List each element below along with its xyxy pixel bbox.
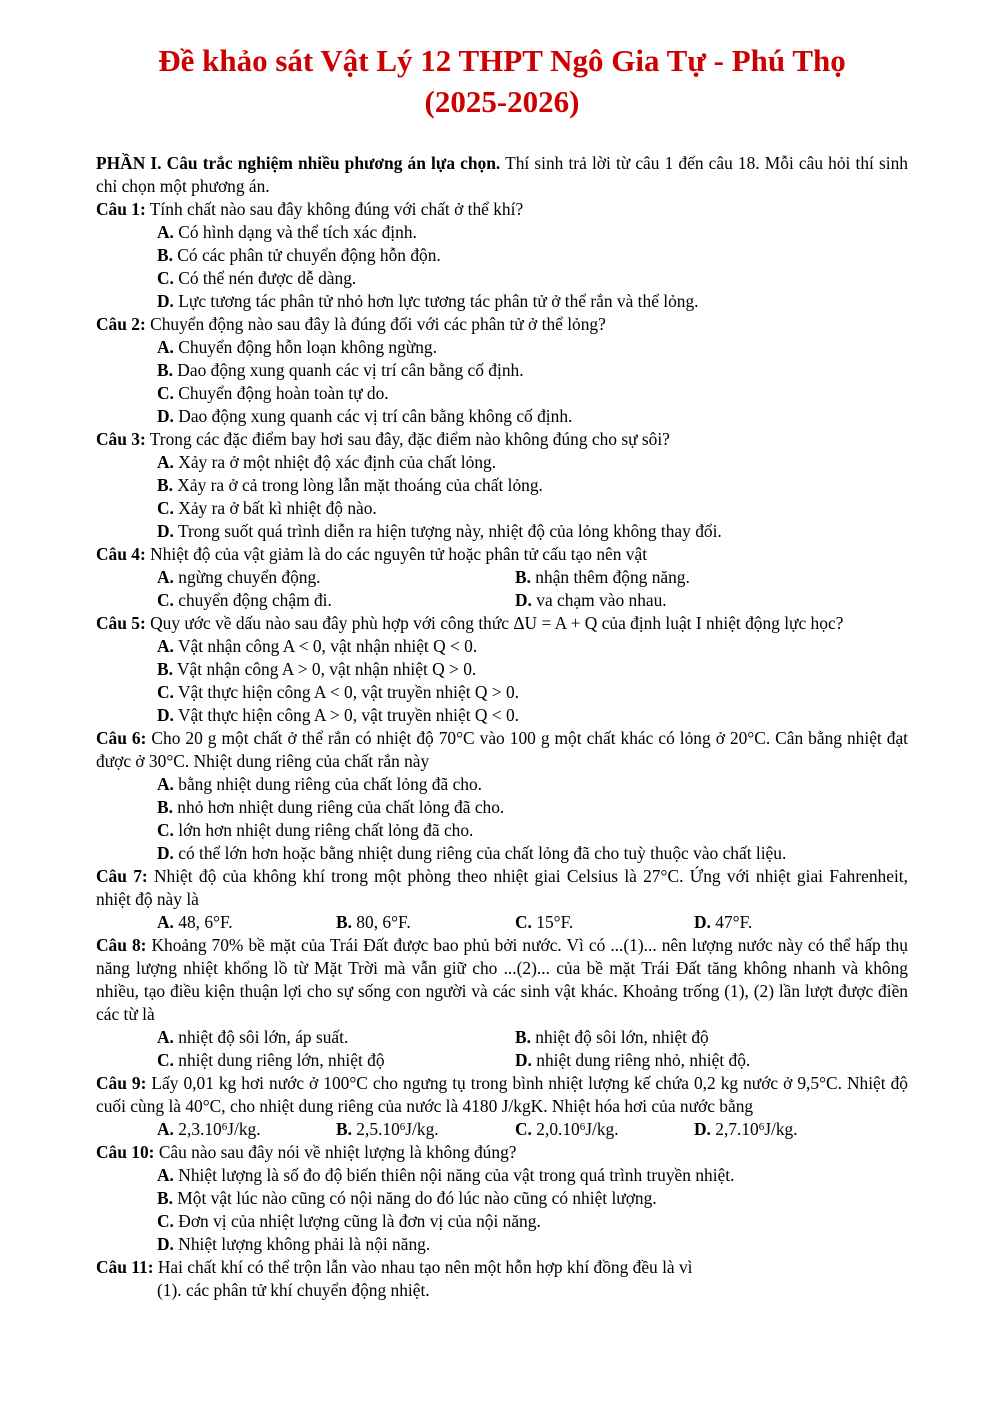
option-list bbox=[96, 1026, 908, 1072]
option-b[interactable] bbox=[157, 359, 908, 382]
question-text: Khoảng 70% bề mặt của Trái Đất được bao phủ bởi nước. Vì có ...(1)... nên lượng nước này có thể hấp thụ năng lượng nhiệt khổng lồ từ Mặt Trời mà vẫn giữ cho ...(2)... của bề mặt Trái Đất tăng không nhanh và không nhiều, tạo điều kiện thuận lợi cho sự sống con người và các sinh vật khác. Khoảng trống (1), (2) lần lượt được điền các từ là bbox=[96, 935, 908, 1024]
question-text: Chuyển động nào sau đây là đúng đối với các phân tử ở thể lỏng? bbox=[145, 314, 606, 334]
option-b[interactable] bbox=[157, 244, 908, 267]
question-stem bbox=[96, 1256, 908, 1279]
option-label: C. bbox=[157, 1211, 174, 1231]
question-9 bbox=[96, 1072, 908, 1141]
question-number: Câu 10: bbox=[96, 1142, 155, 1162]
option-label: D. bbox=[515, 590, 532, 610]
option-label: B. bbox=[157, 360, 173, 380]
option-label: A. bbox=[157, 1165, 174, 1185]
option-text: Xảy ra ở bất kì nhiệt độ nào. bbox=[173, 498, 377, 518]
option-text: Xảy ra ở một nhiệt độ xác định của chất lỏng. bbox=[173, 452, 497, 472]
option-label: C. bbox=[157, 268, 174, 288]
option-b[interactable] bbox=[515, 1026, 815, 1049]
option-label: B. bbox=[336, 912, 352, 932]
option-label: C. bbox=[515, 912, 532, 932]
question-number: Câu 2: bbox=[96, 314, 146, 334]
option-a[interactable] bbox=[157, 566, 515, 589]
option-label: A. bbox=[157, 636, 174, 656]
option-text: Nhiệt lượng không phải là nội năng. bbox=[173, 1234, 431, 1254]
question-stem bbox=[96, 727, 908, 773]
part-title: PHẦN I. Câu trắc nghiệm nhiều phương án lựa chọn. bbox=[96, 153, 501, 173]
option-c[interactable] bbox=[157, 497, 908, 520]
question-number: Câu 7: bbox=[96, 866, 148, 886]
option-a[interactable] bbox=[157, 1164, 908, 1187]
option-d[interactable] bbox=[157, 842, 908, 865]
option-text: nhiệt dung riêng lớn, nhiệt độ bbox=[173, 1050, 385, 1070]
question-stem bbox=[96, 1141, 908, 1164]
title-line-2: (2025-2026) bbox=[424, 84, 580, 119]
option-text: bằng nhiệt dung riêng của chất lỏng đã cho. bbox=[173, 774, 483, 794]
question-stem bbox=[96, 934, 908, 1026]
exam-page bbox=[96, 40, 908, 1302]
option-text: lớn hơn nhiệt dung riêng chất lỏng đã cho. bbox=[173, 820, 474, 840]
option-exponent: 6 bbox=[579, 1121, 586, 1133]
question-stem bbox=[96, 198, 908, 221]
option-label: A. bbox=[157, 222, 174, 242]
option-c[interactable] bbox=[515, 911, 694, 934]
option-a[interactable] bbox=[157, 451, 908, 474]
question-11 bbox=[96, 1256, 908, 1302]
option-text: 80, 6°F. bbox=[351, 912, 411, 932]
option-label: D. bbox=[157, 521, 174, 541]
option-label: D. bbox=[157, 705, 174, 725]
option-label: C. bbox=[157, 590, 174, 610]
option-d[interactable] bbox=[515, 1049, 815, 1072]
option-text: va chạm vào nhau. bbox=[531, 590, 667, 610]
option-label: C. bbox=[157, 682, 174, 702]
option-label: B. bbox=[157, 1188, 173, 1208]
option-text: nhỏ hơn nhiệt dung riêng của chất lỏng đã cho. bbox=[172, 797, 505, 817]
option-list bbox=[96, 566, 908, 612]
option-unit: J/kg. bbox=[764, 1119, 798, 1139]
option-list bbox=[96, 1164, 908, 1256]
part-instruction: Thí sinh trả lời từ câu 1 đến câu 18. Mỗi câu hỏi thí sinh chỉ chọn một phương án. bbox=[96, 153, 908, 196]
option-label: A. bbox=[157, 452, 174, 472]
option-d[interactable] bbox=[157, 405, 908, 428]
option-d[interactable] bbox=[157, 1233, 908, 1256]
question-text: Lấy 0,01 kg hơi nước ở 100°C cho ngưng tụ trong bình nhiệt lượng kế chứa 0,2 kg nước ở 9,5°C. Nhiệt độ cuối cùng là 40°C, cho nhiệt dung riêng của nước là 4180 J/kgK. Nhiệt hóa hơi của nước bằng bbox=[96, 1073, 908, 1116]
option-c[interactable] bbox=[157, 382, 908, 405]
option-label: D. bbox=[694, 912, 711, 932]
question-text: Câu nào sau đây nói về nhiệt lượng là không đúng? bbox=[154, 1142, 517, 1162]
question-text: Cho 20 g một chất ở thể rắn có nhiệt độ 70°C vào 100 g một chất khác có lỏng ở 20°C. Cân bằng nhiệt đạt được ở 30°C. Nhiệt dung riêng của chất rắn này bbox=[96, 728, 909, 771]
question-number: Câu 4: bbox=[96, 544, 146, 564]
option-label: A. bbox=[157, 337, 174, 357]
statement-list bbox=[96, 1279, 908, 1302]
option-d[interactable] bbox=[694, 911, 873, 934]
option-d[interactable] bbox=[157, 520, 908, 543]
option-b[interactable] bbox=[157, 474, 908, 497]
option-a[interactable] bbox=[157, 1026, 515, 1049]
option-c[interactable] bbox=[157, 1210, 908, 1233]
option-c[interactable] bbox=[157, 1049, 515, 1072]
option-text: Một vật lúc nào cũng có nội năng do đó lúc nào cũng có nhiệt lượng. bbox=[172, 1188, 657, 1208]
question-number: Câu 3: bbox=[96, 429, 146, 449]
option-text: nhiệt độ sôi lớn, nhiệt độ bbox=[530, 1027, 709, 1047]
option-b[interactable] bbox=[336, 1118, 515, 1141]
option-c[interactable] bbox=[515, 1118, 694, 1141]
option-text: nhiệt độ sôi lớn, áp suất. bbox=[173, 1027, 349, 1047]
option-label: C. bbox=[157, 498, 174, 518]
option-a[interactable] bbox=[157, 1118, 336, 1141]
question-4 bbox=[96, 543, 908, 612]
option-d[interactable] bbox=[157, 704, 908, 727]
option-exponent: 6 bbox=[399, 1121, 406, 1133]
option-text: ngừng chuyển động. bbox=[173, 567, 321, 587]
option-list bbox=[96, 773, 908, 865]
option-list bbox=[96, 451, 908, 543]
option-exponent: 6 bbox=[221, 1121, 228, 1133]
option-label: C. bbox=[157, 1050, 174, 1070]
question-number: Câu 5: bbox=[96, 613, 146, 633]
option-text: Trong suốt quá trình diễn ra hiện tượng này, nhiệt độ của lỏng không thay đổi. bbox=[173, 521, 722, 541]
option-text: nhận thêm động năng. bbox=[530, 567, 690, 587]
question-number: Câu 9: bbox=[96, 1073, 147, 1093]
option-text: 47°F. bbox=[710, 912, 753, 932]
option-unit: J/kg. bbox=[405, 1119, 439, 1139]
question-text: Hai chất khí có thể trộn lẫn vào nhau tạo nên một hỗn hợp khí đồng đều là vì bbox=[153, 1257, 693, 1277]
option-text: 15°F. bbox=[531, 912, 574, 932]
option-text: Có các phân tử chuyển động hỗn độn. bbox=[172, 245, 441, 265]
option-list bbox=[96, 1118, 908, 1141]
option-text: Chuyển động hỗn loạn không ngừng. bbox=[173, 337, 437, 357]
option-label: B. bbox=[157, 475, 173, 495]
option-c[interactable] bbox=[157, 589, 515, 612]
question-stem bbox=[96, 612, 908, 635]
option-label: A. bbox=[157, 1027, 174, 1047]
question-2 bbox=[96, 313, 908, 428]
option-label: D. bbox=[157, 843, 174, 863]
option-c[interactable] bbox=[157, 681, 908, 704]
question-10 bbox=[96, 1141, 908, 1256]
option-c[interactable] bbox=[157, 819, 908, 842]
option-d[interactable] bbox=[515, 589, 815, 612]
option-text: Vật nhận công A > 0, vật nhận nhiệt Q > 0. bbox=[172, 659, 477, 679]
question-stem bbox=[96, 1072, 908, 1118]
option-a[interactable] bbox=[157, 911, 336, 934]
option-text: có thể lớn hơn hoặc bằng nhiệt dung riêng của chất lỏng đã cho tuỳ thuộc vào chất liệu. bbox=[173, 843, 787, 863]
option-b[interactable] bbox=[157, 658, 908, 681]
option-label: D. bbox=[515, 1050, 532, 1070]
option-list bbox=[96, 911, 908, 934]
option-c[interactable] bbox=[157, 267, 908, 290]
option-text: Lực tương tác phân tử nhỏ hơn lực tương tác phân tử ở thể rắn và thể lỏng. bbox=[173, 291, 699, 311]
option-label: C. bbox=[157, 820, 174, 840]
question-text: Tính chất nào sau đây không đúng với chất ở thể khí? bbox=[145, 199, 524, 219]
option-text: Vật nhận công A < 0, vật nhận nhiệt Q < 0. bbox=[173, 636, 478, 656]
option-exponent: 6 bbox=[758, 1121, 765, 1133]
question-stem bbox=[96, 543, 908, 566]
option-label: B. bbox=[336, 1119, 352, 1139]
option-d[interactable] bbox=[157, 290, 908, 313]
question-7 bbox=[96, 865, 908, 934]
question-number: Câu 1: bbox=[96, 199, 146, 219]
option-text: Dao động xung quanh các vị trí cân bằng không cố định. bbox=[173, 406, 573, 426]
option-unit: J/kg. bbox=[585, 1119, 619, 1139]
option-list bbox=[96, 221, 908, 313]
part-intro bbox=[96, 152, 908, 198]
option-d[interactable] bbox=[694, 1118, 873, 1141]
option-b[interactable] bbox=[515, 566, 815, 589]
option-a[interactable] bbox=[157, 773, 908, 796]
question-stem bbox=[96, 313, 908, 336]
page-title bbox=[96, 40, 908, 122]
option-label: B. bbox=[515, 1027, 531, 1047]
option-text: Nhiệt lượng là số đo độ biến thiên nội năng của vật trong quá trình truyền nhiệt. bbox=[173, 1165, 735, 1185]
option-label: A. bbox=[157, 567, 174, 587]
option-text: Vật thực hiện công A > 0, vật truyền nhiệt Q < 0. bbox=[173, 705, 519, 725]
option-label: C. bbox=[157, 383, 174, 403]
option-b[interactable] bbox=[157, 796, 908, 819]
option-text: Vật thực hiện công A < 0, vật truyền nhiệt Q > 0. bbox=[173, 682, 519, 702]
question-stem bbox=[96, 428, 908, 451]
option-text: 2,3.10 bbox=[173, 1119, 222, 1139]
option-text: Có thể nén được dễ dàng. bbox=[173, 268, 357, 288]
option-a[interactable] bbox=[157, 336, 908, 359]
option-text: Có hình dạng và thể tích xác định. bbox=[173, 222, 417, 242]
option-label: D. bbox=[157, 1234, 174, 1254]
option-text: 2,5.10 bbox=[351, 1119, 400, 1139]
option-text: nhiệt dung riêng nhỏ, nhiệt độ. bbox=[531, 1050, 751, 1070]
option-label: B. bbox=[515, 567, 531, 587]
statement-item: (1). các phân tử khí chuyển động nhiệt. bbox=[157, 1280, 430, 1300]
question-text: Nhiệt độ của vật giảm là do các nguyên tử hoặc phân tử cấu tạo nên vật bbox=[145, 544, 648, 564]
option-label: D. bbox=[694, 1119, 711, 1139]
question-number: Câu 8: bbox=[96, 935, 147, 955]
option-a[interactable] bbox=[157, 635, 908, 658]
option-label: D. bbox=[157, 291, 174, 311]
question-number: Câu 6: bbox=[96, 728, 147, 748]
option-b[interactable] bbox=[157, 1187, 908, 1210]
option-label: B. bbox=[157, 797, 173, 817]
option-label: A. bbox=[157, 1119, 174, 1139]
option-list bbox=[96, 635, 908, 727]
option-text: Đơn vị của nhiệt lượng cũng là đơn vị của nội năng. bbox=[173, 1211, 541, 1231]
option-b[interactable] bbox=[336, 911, 515, 934]
option-a[interactable] bbox=[157, 221, 908, 244]
question-6 bbox=[96, 727, 908, 865]
question-text: Quy ước về dấu nào sau đây phù hợp với công thức ΔU = A + Q của định luật I nhiệt động lực học? bbox=[145, 613, 844, 633]
option-text: 2,7.10 bbox=[710, 1119, 759, 1139]
option-text: Xảy ra ở cả trong lòng lẫn mặt thoáng của chất lỏng. bbox=[172, 475, 543, 495]
option-label: B. bbox=[157, 245, 173, 265]
option-label: C. bbox=[515, 1119, 532, 1139]
option-unit: J/kg. bbox=[227, 1119, 261, 1139]
option-label: B. bbox=[157, 659, 173, 679]
question-stem bbox=[96, 865, 908, 911]
option-list bbox=[96, 336, 908, 428]
option-text: Dao động xung quanh các vị trí cân bằng cố định. bbox=[172, 360, 524, 380]
question-8 bbox=[96, 934, 908, 1072]
option-text: Chuyển động hoàn toàn tự do. bbox=[173, 383, 389, 403]
question-text: Trong các đặc điểm bay hơi sau đây, đặc điểm nào không đúng cho sự sôi? bbox=[145, 429, 670, 449]
option-label: A. bbox=[157, 774, 174, 794]
question-text: Nhiệt độ của không khí trong một phòng theo nhiệt giai Celsius là 27°C. Ứng với nhiệt giai Fahrenheit, nhiệt độ này là bbox=[96, 866, 908, 909]
option-label: A. bbox=[157, 912, 174, 932]
title-line-1: Đề khảo sát Vật Lý 12 THPT Ngô Gia Tự - Phú Thọ bbox=[158, 43, 846, 78]
question-number: Câu 11: bbox=[96, 1257, 154, 1277]
question-1 bbox=[96, 198, 908, 313]
question-5 bbox=[96, 612, 908, 727]
option-text: chuyển động chậm đi. bbox=[173, 590, 332, 610]
question-3 bbox=[96, 428, 908, 543]
option-text: 48, 6°F. bbox=[173, 912, 233, 932]
option-label: D. bbox=[157, 406, 174, 426]
option-text: 2,0.10 bbox=[531, 1119, 580, 1139]
